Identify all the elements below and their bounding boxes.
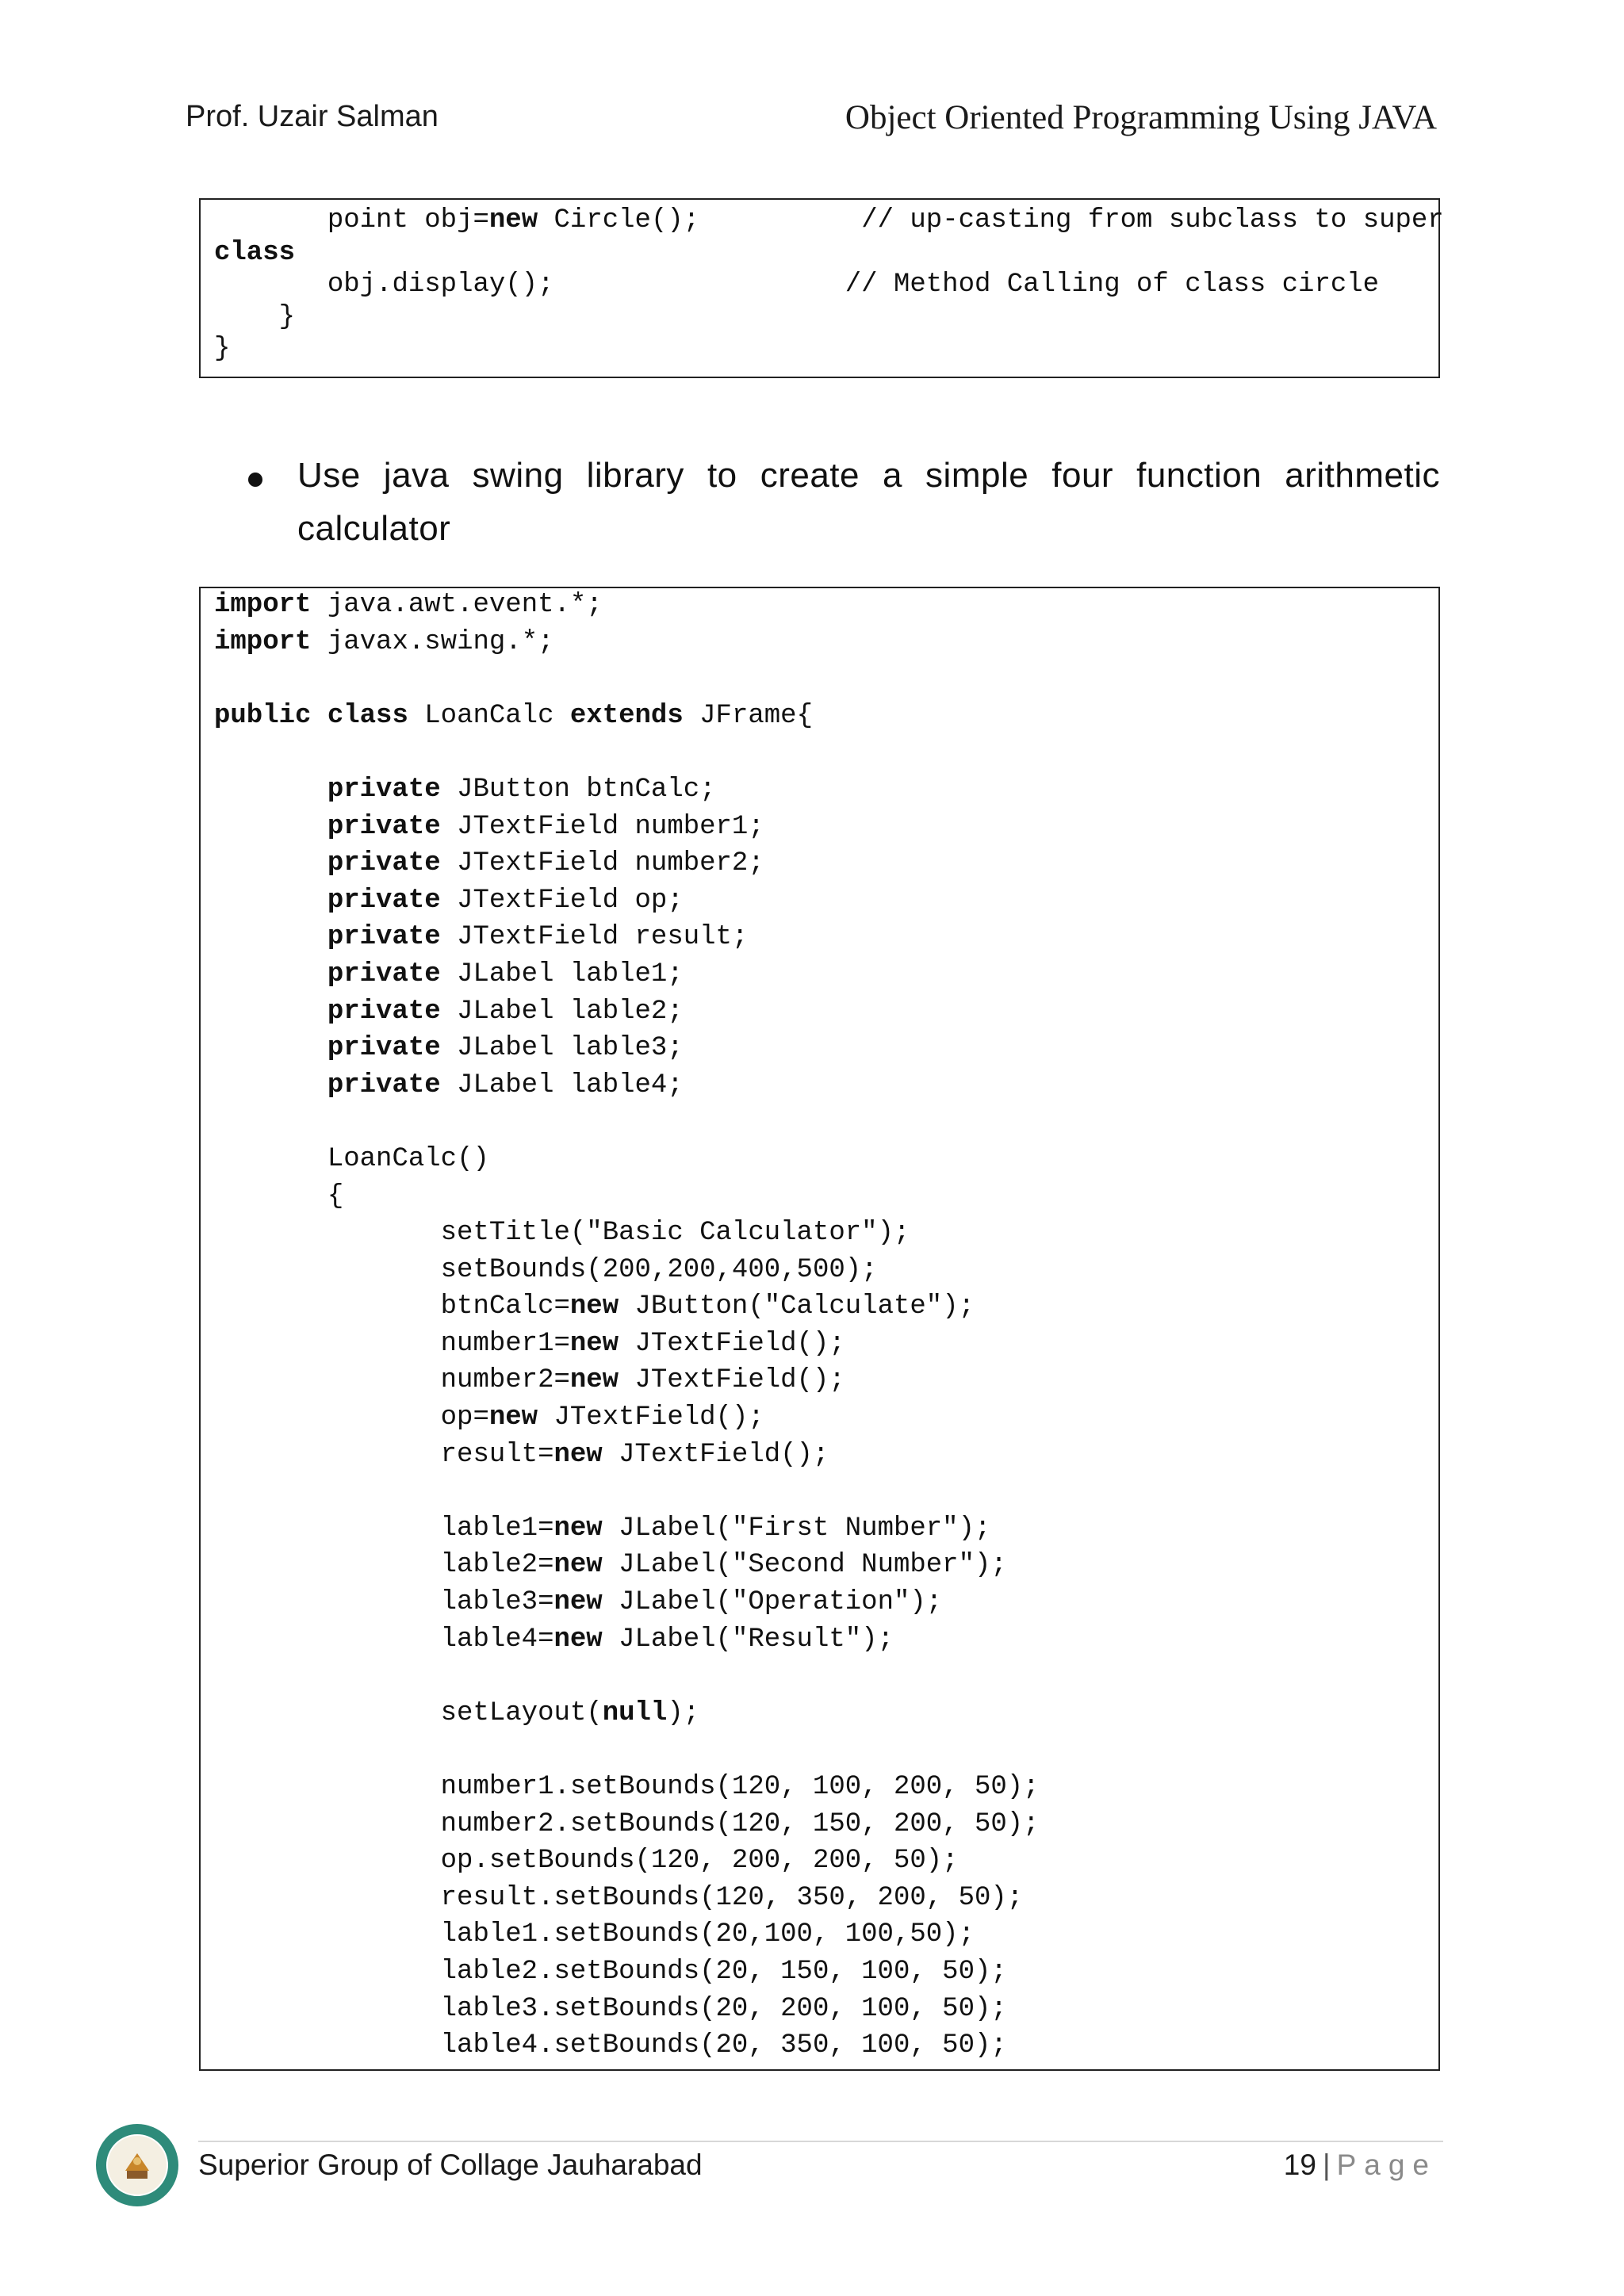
code-line: obj.display(); // Method Calling of class circle (327, 270, 1380, 300)
code-listing (214, 205, 1444, 365)
code-line: } (214, 301, 296, 332)
code-line: setLayout(null); (440, 1697, 700, 1728)
code-line: public class LoanCalc extends JFrame{ (214, 700, 813, 731)
code-line: lable3=new JLabel("Operation"); (214, 1587, 943, 1618)
code-line: op.setBounds(120, 200, 200, 50); (440, 1846, 959, 1877)
code-line (214, 1473, 1438, 1510)
code-line: setBounds(200,200,400,500); (440, 1254, 878, 1285)
code-line: lable3.setBounds(20, 200, 100, 50); (214, 1993, 1007, 2024)
bullet-text: Use java swing library to create a simple four function arithmetic calculator (297, 456, 1440, 548)
code-line: number2=new JTextField(); (214, 1365, 845, 1396)
page-label: Page (1336, 2149, 1437, 2181)
code-line: } (214, 334, 231, 364)
code-line: setTitle("Basic Calculator"); (440, 1218, 910, 1249)
code-line: result=new JTextField(); (440, 1439, 829, 1470)
bullet-item (248, 449, 1440, 555)
header-author: Prof. Uzair Salman (186, 100, 439, 133)
code-line: private JLabel lable4; (327, 1070, 684, 1100)
code-line: op=new JTextField(); (440, 1402, 764, 1433)
code-line (214, 1658, 1438, 1695)
code-line: private JTextField result; (327, 922, 749, 953)
code-listing (214, 587, 1438, 2064)
footer-page-info (1284, 2149, 1437, 2182)
code-line (214, 1732, 1438, 1769)
page-separator: | (1322, 2149, 1331, 2181)
code-line: lable1=new JLabel("First Number"); (214, 1513, 991, 1544)
code-line: number2.setBounds(120, 150, 200, 50); (214, 1808, 1040, 1839)
code-line: LoanCalc() (327, 1143, 489, 1174)
code-line: lable1.setBounds(20,100, 100,50); (214, 1919, 975, 1950)
code-line: private JLabel lable2; (327, 996, 684, 1027)
code-line: private JTextField number1; (327, 811, 764, 842)
header-course-title: Object Oriented Programming Using JAVA (845, 99, 1437, 136)
code-line: class (214, 237, 296, 268)
code-block-upcasting (199, 198, 1444, 378)
code-line: lable4=new JLabel("Result"); (214, 1624, 894, 1655)
code-line: import java.awt.event.*; (214, 590, 603, 620)
code-line: import javax.swing.*; (214, 626, 554, 657)
code-line: private JLabel lable1; (327, 959, 684, 989)
code-line: btnCalc=new JButton("Calculate"); (440, 1292, 975, 1322)
code-line: private JTextField number2; (327, 848, 764, 879)
code-line (214, 1104, 1438, 1141)
page-number: 19 (1283, 2149, 1316, 2181)
code-line: { (214, 1181, 344, 1211)
code-line: lable4.setBounds(20, 350, 100, 50); (214, 2030, 1007, 2061)
code-line: private JLabel lable3; (327, 1033, 684, 1064)
code-line (214, 660, 1438, 698)
footer-college-name: Superior Group of Collage Jauharabad (198, 2149, 703, 2181)
code-line: lable2=new JLabel("Second Number"); (214, 1550, 1007, 1581)
code-line: result.setBounds(120, 350, 200, 50); (440, 1882, 1024, 1913)
college-logo-icon (94, 2122, 181, 2209)
code-block-calculator (199, 587, 1440, 2071)
code-line: lable2.setBounds(20, 150, 100, 50); (214, 1956, 1007, 1987)
code-line: private JTextField op; (327, 885, 684, 916)
footer-divider (198, 2141, 1443, 2142)
bullet-dot-icon (248, 473, 262, 487)
code-line: number1=new JTextField(); (214, 1328, 845, 1359)
code-line (214, 734, 1438, 771)
code-line: point obj=new Circle(); // up-casting from subclass to super (327, 205, 1444, 235)
code-line: private JButton btnCalc; (327, 774, 716, 805)
code-line: number1.setBounds(120, 100, 200, 50); (214, 1772, 1040, 1802)
